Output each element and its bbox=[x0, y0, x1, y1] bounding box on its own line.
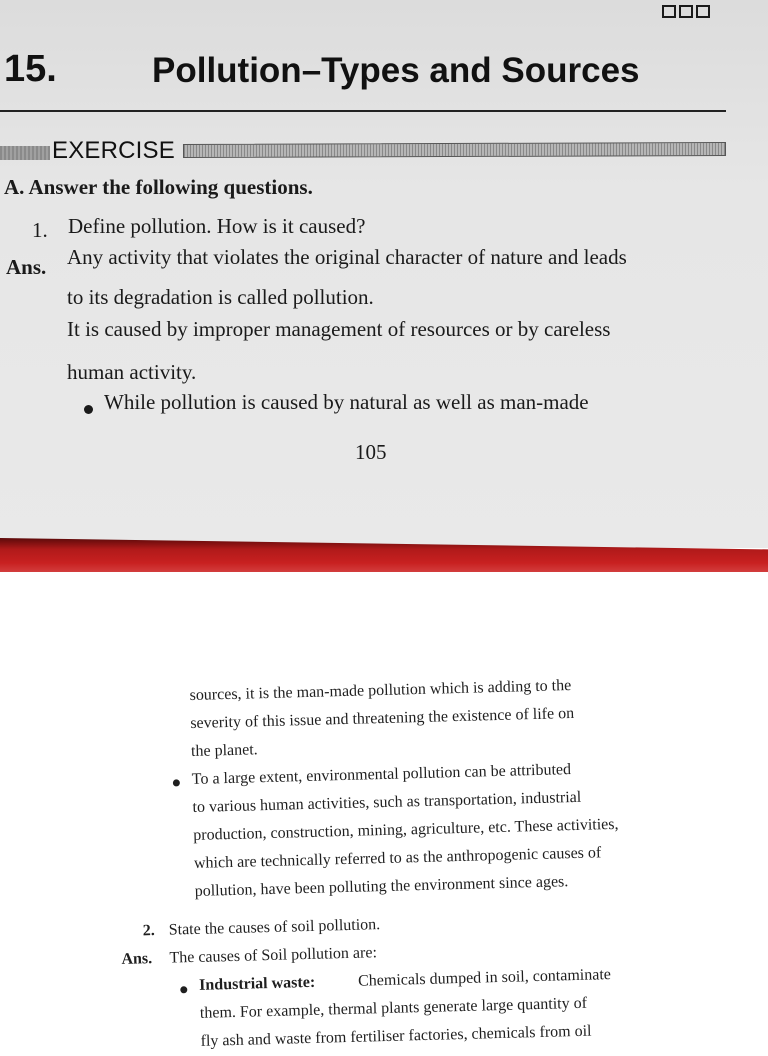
question-1-number: 1. bbox=[32, 218, 48, 242]
bullet-2-line: to various human activities, such as transportation, industrial bbox=[192, 788, 582, 816]
bullet-2-line: pollution, have been polluting the environment since ages. bbox=[194, 873, 569, 900]
answer-1-bullet: While pollution is caused by natural as well as man-made bbox=[104, 390, 589, 414]
section-heading: A. Answer the following questions. bbox=[4, 175, 313, 199]
square-mark-icon bbox=[696, 5, 710, 18]
bottom-page-text bbox=[0, 564, 768, 1050]
answer-1-line: It is caused by improper management of resources or by careless bbox=[67, 317, 611, 341]
corner-marks bbox=[662, 5, 710, 18]
bullet-icon bbox=[180, 986, 187, 993]
answer-2-line: fly ash and waste from fertiliser factories, chemicals from oil bbox=[200, 1022, 592, 1050]
title-divider bbox=[0, 110, 726, 112]
exercise-bar bbox=[183, 142, 726, 158]
exercise-bar-left bbox=[0, 146, 50, 160]
bullet-2-line: To a large extent, environmental pollution can be attributed bbox=[191, 761, 572, 789]
bottom-page bbox=[0, 572, 768, 1050]
chapter-title: Pollution–Types and Sources bbox=[152, 51, 640, 90]
answer-1-label: Ans. bbox=[6, 255, 47, 279]
bullet-2-line: production, construction, mining, agriculture, etc. These activities, bbox=[193, 815, 619, 844]
answer-1-line: human activity. bbox=[67, 360, 197, 384]
continuation-line: sources, it is the man-made pollution which is adding to the bbox=[189, 677, 572, 705]
answer-1-line: to its degradation is called pollution. bbox=[67, 285, 374, 309]
square-mark-icon bbox=[662, 5, 676, 18]
question-1-text: Define pollution. How is it caused? bbox=[68, 214, 366, 238]
continuation-line: severity of this issue and threatening the existence of life on bbox=[190, 704, 575, 733]
bullet-2-line: which are technically referred to as the anthropogenic causes of bbox=[193, 844, 602, 872]
answer-2-label: Ans. bbox=[121, 950, 153, 968]
square-mark-icon bbox=[679, 5, 693, 18]
answer-1-line: Any activity that violates the original character of nature and leads bbox=[67, 245, 627, 269]
question-2-number: 2. bbox=[142, 922, 155, 940]
bullet-icon bbox=[84, 405, 93, 414]
answer-2-intro: The causes of Soil pollution are: bbox=[169, 944, 378, 967]
chapter-number: 15. bbox=[4, 48, 57, 90]
exercise-label: EXERCISE bbox=[52, 137, 175, 164]
page-number: 105 bbox=[355, 440, 387, 464]
answer-2-bullet-text: Chemicals dumped in soil, contaminate bbox=[357, 966, 612, 990]
answer-2-line: them. For example, thermal plants generate large quantity of bbox=[199, 994, 588, 1022]
question-2-text: State the causes of soil pollution. bbox=[168, 916, 381, 939]
answer-2-bullet-term: Industrial waste: bbox=[198, 973, 316, 994]
continuation-line: the planet. bbox=[190, 741, 258, 761]
bullet-icon bbox=[173, 779, 180, 786]
